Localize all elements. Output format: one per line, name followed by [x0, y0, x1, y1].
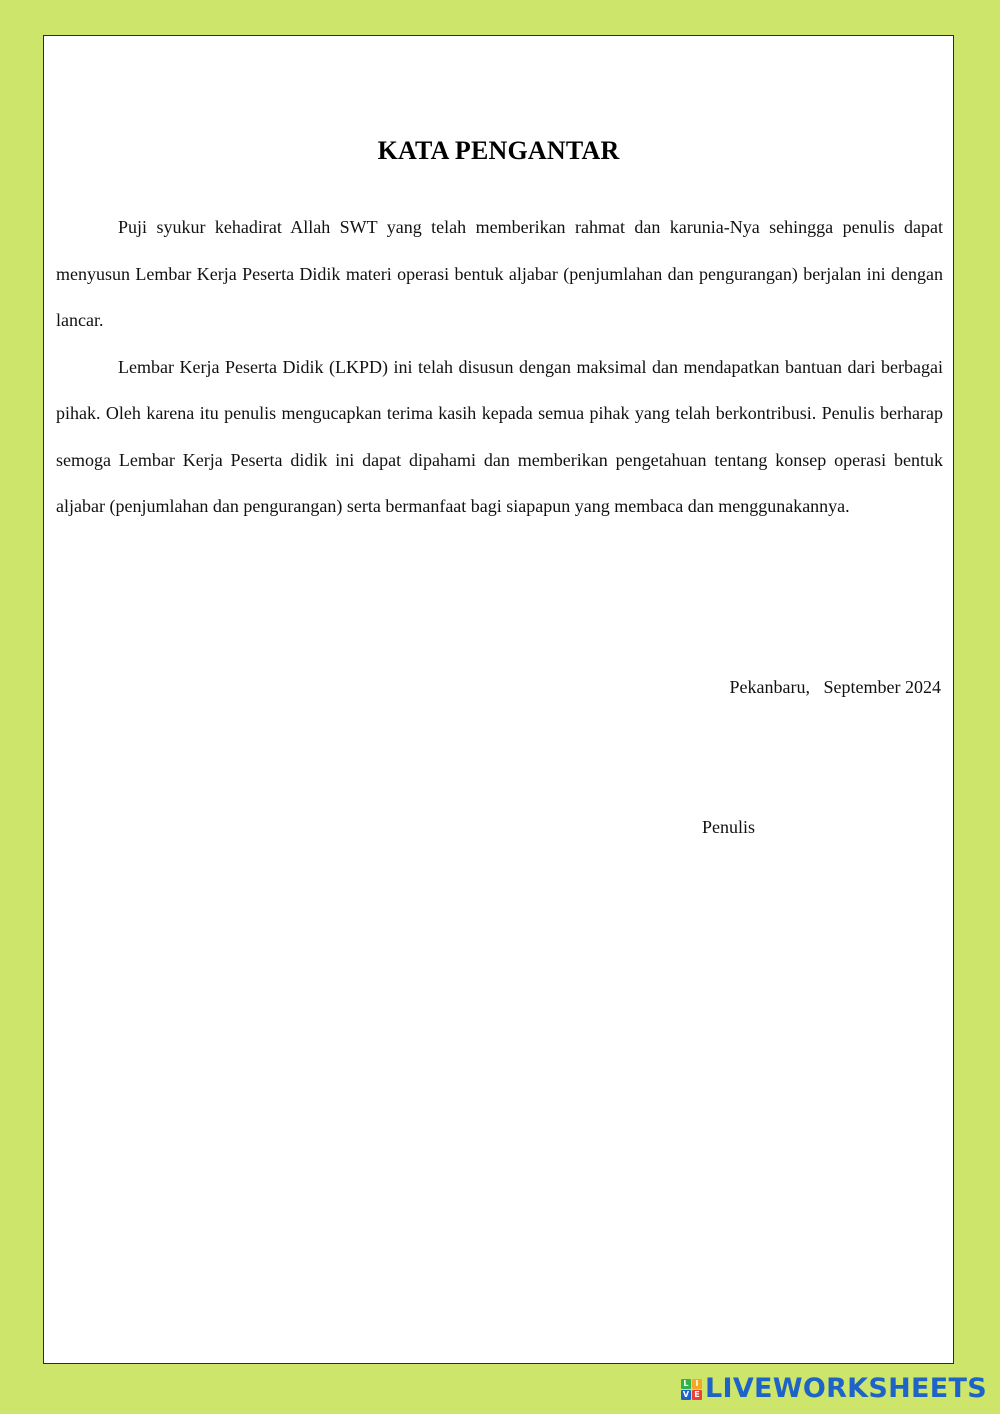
- place-date: Pekanbaru, September 2024: [729, 677, 941, 697]
- signer-name: Penulis: [702, 817, 756, 837]
- liveworksheets-logo-icon: [681, 1379, 702, 1400]
- document-body: [56, 204, 943, 530]
- logo-letter-l: L: [681, 1379, 691, 1389]
- paragraph-2: Lembar Kerja Peserta Didik (LKPD) ini telah disusun dengan maksimal dan mendapatkan bantuan dari berbagai pihak. Oleh karena itu penulis mengucapkan terima kasih kepada semua pihak yang telah berkontribusi. Penulis berharap semoga Lembar Kerja Peserta didik ini dapat dipahami dan memberikan pengetahuan tentang konsep operasi bentuk aljabar (penjumlahan dan pengurangan) serta bermanfaat bagi siapapun yang membaca dan menggunakannya.: [56, 356, 943, 516]
- paragraph-1: Puji syukur kehadirat Allah SWT yang telah memberikan rahmat dan karunia-Nya sehingga penulis dapat menyusun Lembar Kerja Peserta Didik materi operasi bentuk aljabar (penjumlahan dan pengurangan) berjalan ini dengan lancar.: [56, 217, 943, 330]
- liveworksheets-wordmark: LIVEWORKSHEETS: [704, 1373, 987, 1404]
- page-title: KATA PENGANTAR: [377, 136, 620, 165]
- document-page: [43, 35, 954, 1364]
- logo-letter-i: I: [692, 1379, 702, 1389]
- logo-letter-e: E: [692, 1390, 702, 1400]
- liveworksheets-watermark: [681, 1372, 987, 1406]
- logo-letter-v: V: [682, 1389, 690, 1399]
